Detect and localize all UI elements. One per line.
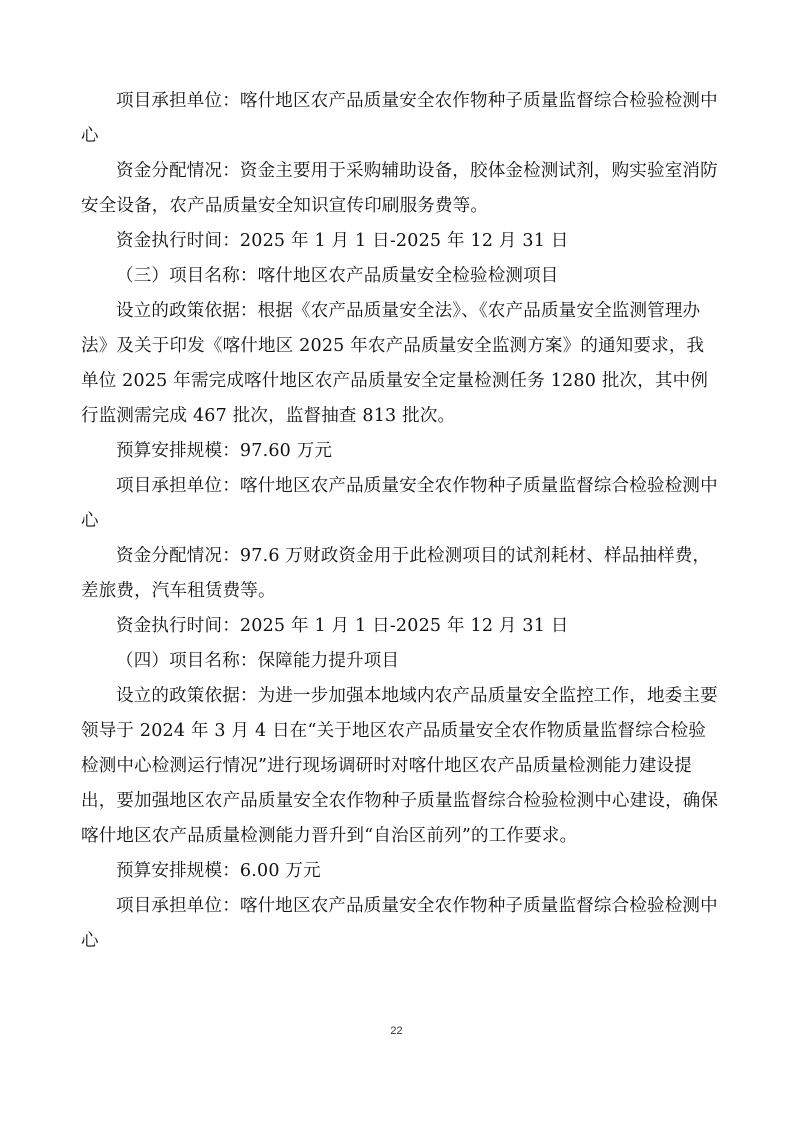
- heading-project-3: （三）项目名称：喀什地区农产品质量安全检验检测项目: [116, 266, 559, 286]
- paragraph-execution-time-3: 资金执行时间：2025 年 1 月 1 日-2025 年 12 月 31 日: [116, 616, 569, 636]
- paragraph-undertaking-unit-3: 项目承担单位：喀什地区农产品质量安全农作物种子质量监督综合检验检测中心: [81, 476, 718, 531]
- paragraph-undertaking-unit-2: 项目承担单位：喀什地区农产品质量安全农作物种子质量监督综合检验检测中心: [81, 91, 718, 146]
- paragraph-budget-scale-4: 预算安排规模：6.00 万元: [116, 861, 321, 881]
- paragraph-fund-allocation-2: 资金分配情况：资金主要用于采购辅助设备，胶体金检测试剂，购实验室消防安全设备，农产品质量安全知识宣传印刷服务费等。: [81, 161, 718, 216]
- paragraph-policy-basis-3: 设立的政策依据：根据《农产品质量安全法》、《农产品质量安全监测管理办法》及关于印发《喀什地区 2025 年农产品质量安全监测方案》的通知要求，我单位 2025 年需完成喀什地区农产品质量安全定量检测任务 1280 批次，其中例行监测需完成 467 批次，监督抽查 813 批次。: [81, 301, 709, 426]
- paragraph-policy-basis-4: 设立的政策依据：为进一步加强本地域内农产品质量安全监控工作，地委主要领导于 2024 年 3 月 4 日在“关于地区农产品质量安全农作物质量监督综合检验检测中心检测运行情况”进行现场调研时对喀什地区农产品质量检测能力建设提出，要加强地区农产品质量安全农作物种子质量监督综合检验检测中心建设，确保喀什地区农产品质量检测能力晋升到“自治区前列”的工作要求。: [81, 686, 719, 846]
- paragraph-undertaking-unit-4: 项目承担单位：喀什地区农产品质量安全农作物种子质量监督综合检验检测中心: [81, 896, 718, 951]
- paragraph-execution-time-2: 资金执行时间：2025 年 1 月 1 日-2025 年 12 月 31 日: [116, 231, 569, 251]
- heading-project-4: （四）项目名称：保障能力提升项目: [116, 651, 400, 671]
- body-text: [81, 84, 721, 959]
- paragraph-fund-allocation-3: 资金分配情况：97.6 万财政资金用于此检测项目的试剂耗材、样品抽样费，差旅费，汽车租赁费等。: [81, 546, 711, 601]
- page-number: 22: [390, 1025, 403, 1037]
- paragraph-budget-scale-3: 预算安排规模：97.60 万元: [116, 441, 333, 461]
